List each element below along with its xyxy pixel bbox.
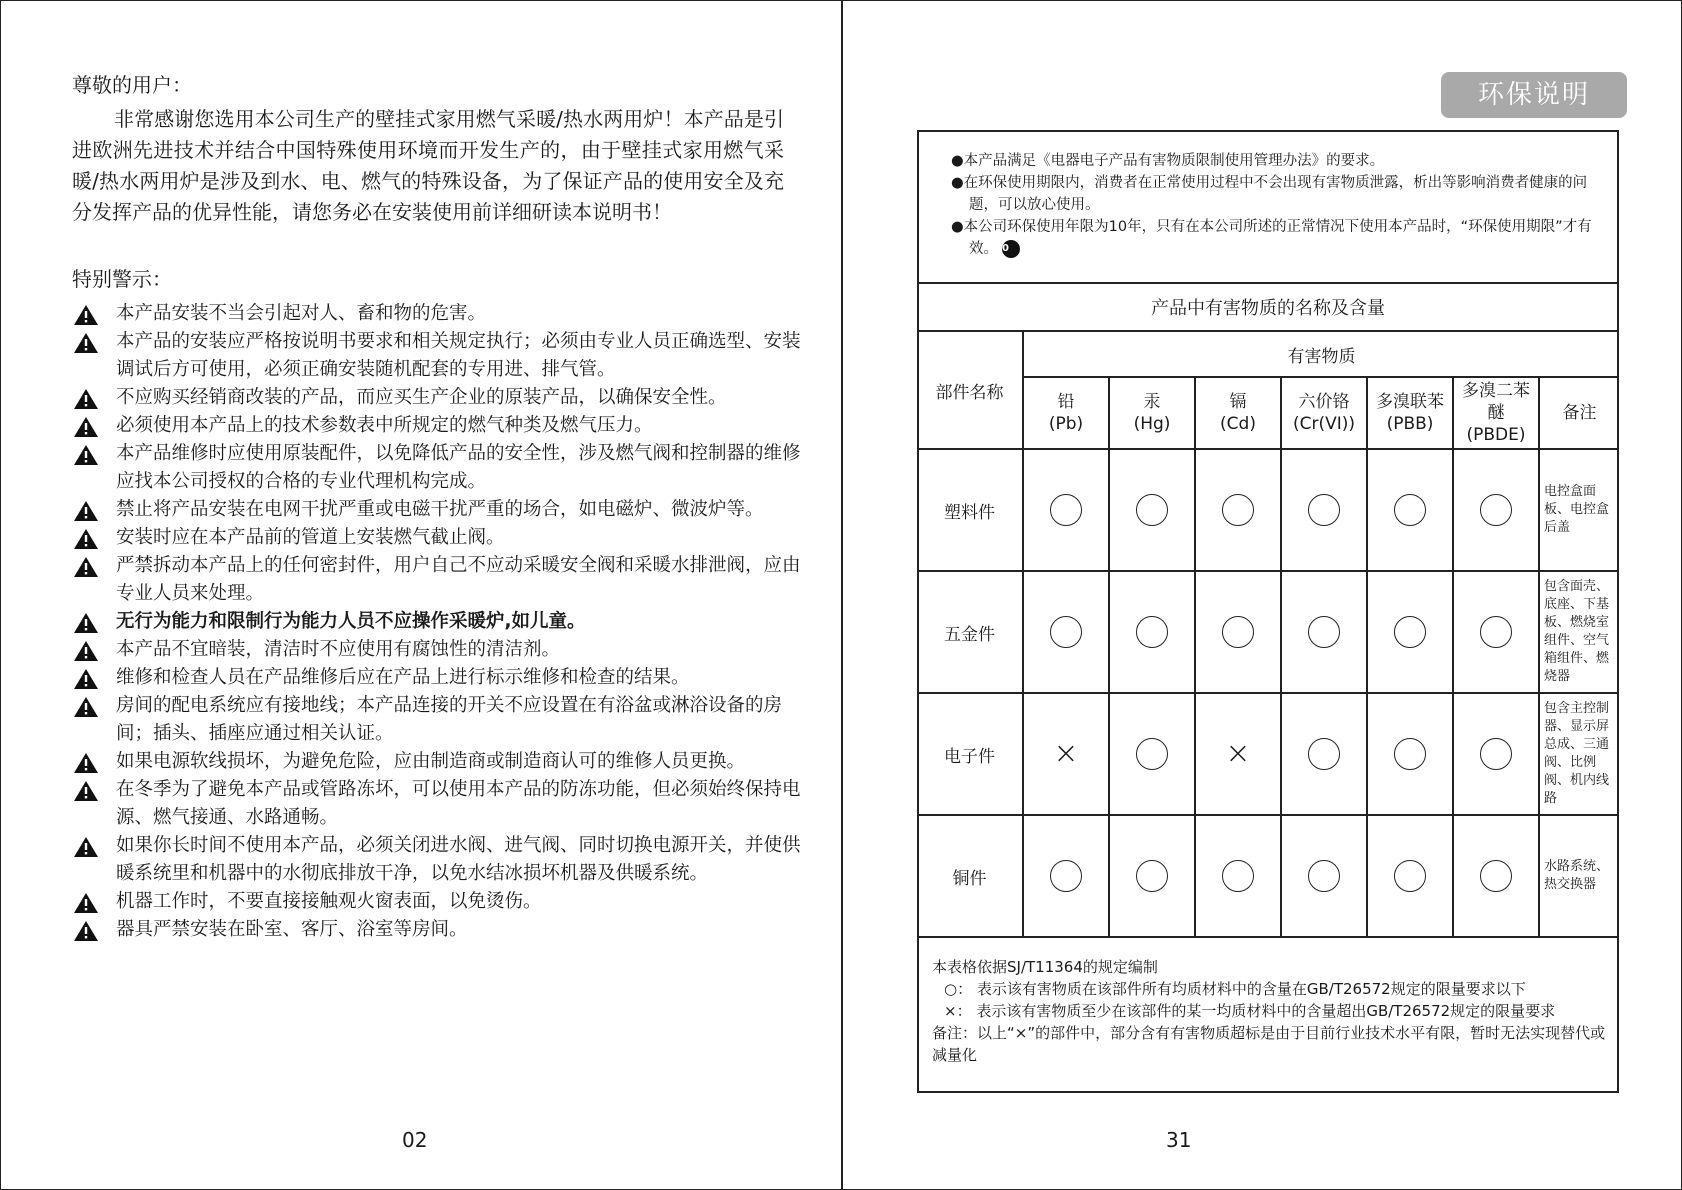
warning-text: 如果你长时间不使用本产品，必须关闭进水阀、进气阀、同时切换电源开关，并使供暖系统里和机器中的水彻底排放干净，以免水结冰损坏机器及供暖系统。 <box>116 835 801 884</box>
warning-item <box>72 496 816 524</box>
table-row <box>917 571 1619 693</box>
circle-mark-icon <box>1480 738 1512 770</box>
hazard-table <box>917 282 1619 938</box>
circle-mark-icon <box>1308 494 1340 526</box>
table-row <box>917 693 1619 815</box>
circle-mark-icon <box>1050 616 1082 648</box>
circle-mark-icon <box>1308 860 1340 892</box>
substance-name: 汞 <box>1143 392 1161 412</box>
circle-mark-icon <box>1394 616 1426 648</box>
mark-cell <box>1367 449 1453 571</box>
substance-name: 多溴二苯醚 <box>1462 381 1530 423</box>
left-page <box>72 70 801 944</box>
cross-mark-icon: × <box>1053 736 1079 771</box>
warning-item <box>72 832 816 888</box>
mark-cell <box>1367 815 1453 937</box>
mark-cell <box>1023 449 1109 571</box>
mark-cell <box>1109 571 1195 693</box>
warning-text: 本产品的安装应严格按说明书要求和相关规定执行；必须由专业人员正确选型、安装调试后方可使用，必须正确安装随机配套的专用进、排气管。 <box>116 331 801 380</box>
compliance-notes <box>951 150 1601 260</box>
substance-header <box>1453 377 1539 449</box>
circle-mark-icon <box>1136 738 1168 770</box>
footnote-cross: ×： 表示该有害物质至少在该部件的某一均质材料中的含量超出GB/T26572规定的限量要求 <box>944 1002 1556 1020</box>
circle-mark-icon <box>1050 860 1082 892</box>
eco-period-seal-icon: 10 <box>1002 240 1020 258</box>
mark-cell <box>1195 449 1281 571</box>
remark-cell: 水路系统、热交换器 <box>1539 815 1619 937</box>
warning-item <box>72 692 816 748</box>
warning-text: 不应购买经销商改装的产品，而应买生产企业的原装产品，以确保安全性。 <box>116 387 727 408</box>
warning-triangle-icon <box>74 837 98 857</box>
note-3: ●本公司环保使用年限为10年，只有在本公司所述的正常情况下使用本产品时，“环保使用期限”才有效。10 <box>951 219 1592 257</box>
warning-triangle-icon <box>74 389 98 409</box>
warning-text: 本产品维修时应使用原装配件，以免降低产品的安全性，涉及燃气阀和控制器的维修应找本公司授权的合格的专业代理机构完成。 <box>116 443 801 492</box>
warning-item <box>72 412 816 440</box>
mark-cell <box>1023 571 1109 693</box>
cross-mark-icon: × <box>1225 736 1251 771</box>
warnings-heading: 特别警示： <box>72 267 172 291</box>
circle-mark-icon <box>1308 616 1340 648</box>
warning-triangle-icon <box>74 305 98 325</box>
left-page-number: 02 <box>402 1128 428 1152</box>
warning-triangle-icon <box>74 445 98 465</box>
substance-symbol: (Pb) <box>1048 414 1084 434</box>
warning-triangle-icon <box>74 669 98 689</box>
part-name-cell: 电子件 <box>917 693 1023 815</box>
substance-symbol: (Hg) <box>1133 414 1171 434</box>
remark-cell: 包含面壳、底座、下基板、燃烧室组件、空气箱组件、燃烧器 <box>1539 571 1619 693</box>
warning-text: 必须使用本产品上的技术参数表中所规定的燃气种类及燃气压力。 <box>116 415 653 436</box>
mark-cell <box>1281 693 1367 815</box>
circle-mark-icon <box>1480 616 1512 648</box>
warning-triangle-icon <box>74 921 98 941</box>
substance-name: 多溴联苯 <box>1376 392 1444 412</box>
mark-cell <box>1453 449 1539 571</box>
warning-text: 禁止将产品安装在电网干扰严重或电磁干扰严重的场合，如电磁炉、微波炉等。 <box>116 499 764 520</box>
circle-mark-icon <box>1480 860 1512 892</box>
mark-cell <box>1453 693 1539 815</box>
part-header: 部件名称 <box>917 331 1023 449</box>
footnote-basis: 本表格依据SJ/T11364的规定编制 <box>932 958 1158 976</box>
mark-cell <box>1281 449 1367 571</box>
warning-text: 安装时应在本产品前的管道上安装燃气截止阀。 <box>116 527 505 548</box>
mark-cell <box>1109 815 1195 937</box>
warning-item <box>72 636 816 664</box>
warning-text: 如果电源软线损坏，为避免危险，应由制造商或制造商认可的维修人员更换。 <box>116 751 746 772</box>
circle-mark-icon <box>1222 494 1254 526</box>
right-page-number: 31 <box>1166 1128 1192 1152</box>
circle-mark-icon <box>1394 494 1426 526</box>
warning-item <box>72 384 816 412</box>
note-1: ●本产品满足《电器电子产品有害物质限制使用管理办法》的要求。 <box>951 153 1385 169</box>
warning-item <box>72 552 816 608</box>
intro-paragraph: 非常感谢您选用本公司生产的壁挂式家用燃气采暖/热水两用炉！本产品是引进欧洲先进技术并结合中国特殊使用环境而开发生产的，由于壁挂式家用燃气采暖/热水两用炉是涉及到水、电、燃气的特殊设备，为了保证产品的使用安全及充分发挥产品的优异性能，请您务必在安装使用前详细研读本说明书！ <box>72 107 784 224</box>
warning-triangle-icon <box>74 417 98 437</box>
substance-header <box>1023 377 1109 449</box>
warning-text: 严禁拆动本产品上的任何密封件，用户自己不应动采暖安全阀和采暖水排泄阀，应由专业人员来处理。 <box>116 555 801 604</box>
warning-item <box>72 328 816 384</box>
warning-text: 维修和检查人员在产品维修后应在产品上进行标示维修和检查的结果。 <box>116 667 690 688</box>
warning-triangle-icon <box>74 697 98 717</box>
warning-text: 无行为能力和限制行为能力人员不应操作采暖炉,如儿童。 <box>116 611 586 632</box>
circle-mark-icon <box>1222 860 1254 892</box>
warning-item <box>72 300 816 328</box>
warning-item <box>72 776 816 832</box>
greeting: 尊敬的用户： <box>72 73 192 97</box>
circle-mark-icon <box>1136 860 1168 892</box>
circle-mark-icon <box>1480 494 1512 526</box>
warning-triangle-icon <box>74 557 98 577</box>
footnote-circle: ○： 表示该有害物质在该部件所有均质材料中的含量在GB/T26572规定的限量要求以下 <box>944 980 1526 998</box>
substance-symbol: (PBDE) <box>1466 425 1526 445</box>
mark-cell <box>1453 571 1539 693</box>
mark-cell <box>1367 693 1453 815</box>
mark-cell <box>1281 571 1367 693</box>
substance-symbol: (PBB) <box>1386 414 1434 434</box>
warning-triangle-icon <box>74 613 98 633</box>
part-name-cell: 铜件 <box>917 815 1023 937</box>
substance-header <box>1281 377 1367 449</box>
table-footnotes <box>932 956 1612 1066</box>
substance-header <box>1195 377 1281 449</box>
substance-symbol: (Cr(VI)) <box>1292 414 1356 434</box>
footnote-remark: 备注：以上“×”的部件中，部分含有有害物质超标是由于目前行业技术水平有限，暂时无法实现替代或减量化 <box>932 1024 1606 1064</box>
warning-text: 机器工作时，不要直接接触观火窗表面，以免烫伤。 <box>116 891 542 912</box>
table-row <box>917 815 1619 937</box>
note-2: ●在环保使用期限内，消费者在正常使用过程中不会出现有害物质泄露，析出等影响消费者健康的问题，可以放心使用。 <box>951 175 1588 213</box>
warning-text: 在冬季为了避免本产品或管路冻坏，可以使用本产品的防冻功能，但必须始终保持电源、燃气接通、水路通畅。 <box>116 779 801 828</box>
part-name-cell: 塑料件 <box>917 449 1023 571</box>
warning-item <box>72 916 816 944</box>
mark-cell <box>1023 815 1109 937</box>
warning-triangle-icon <box>74 781 98 801</box>
substance-header <box>1367 377 1453 449</box>
substance-symbol: (Cd) <box>1220 414 1256 434</box>
warning-text: 本产品不宜暗装，清洁时不应使用有腐蚀性的清洁剂。 <box>116 639 561 660</box>
remark-header: 备注 <box>1539 377 1619 449</box>
remark-cell: 电控盒面板、电控盒后盖 <box>1539 449 1619 571</box>
circle-mark-icon <box>1050 494 1082 526</box>
mark-cell <box>1281 815 1367 937</box>
table-row <box>917 449 1619 571</box>
circle-mark-icon <box>1222 616 1254 648</box>
circle-mark-icon <box>1136 616 1168 648</box>
warnings-list <box>72 300 801 944</box>
mark-cell <box>1453 815 1539 937</box>
warning-triangle-icon <box>74 893 98 913</box>
warning-triangle-icon <box>74 641 98 661</box>
substance-name: 六价铬 <box>1298 392 1350 412</box>
remark-cell: 包含主控制器、显示屏总成、三通阀、比例阀、机内线路 <box>1539 693 1619 815</box>
warning-item <box>72 888 816 916</box>
page-spine <box>841 0 843 1190</box>
table-title: 产品中有害物质的名称及含量 <box>917 283 1619 331</box>
warning-item <box>72 608 816 636</box>
mark-cell <box>1109 693 1195 815</box>
warning-text: 本产品安装不当会引起对人、畜和物的危害。 <box>116 303 487 324</box>
warning-item <box>72 440 816 496</box>
warning-text: 器具严禁安装在卧室、客厅、浴室等房间。 <box>116 919 468 940</box>
warning-triangle-icon <box>74 529 98 549</box>
mark-cell <box>1195 571 1281 693</box>
warning-triangle-icon <box>74 753 98 773</box>
substance-header <box>1109 377 1195 449</box>
warning-triangle-icon <box>74 501 98 521</box>
section-tag: 环保说明 <box>1441 72 1627 118</box>
warning-text: 房间的配电系统应有接地线；本产品连接的开关不应设置在有浴盆或淋浴设备的房间；插头、插座应通过相关认证。 <box>116 695 783 744</box>
circle-mark-icon <box>1394 738 1426 770</box>
part-name-cell: 五金件 <box>917 571 1023 693</box>
substance-name: 镉 <box>1229 392 1247 412</box>
warning-item <box>72 664 816 692</box>
circle-mark-icon <box>1394 860 1426 892</box>
warning-triangle-icon <box>74 333 98 353</box>
mark-cell <box>1195 693 1281 815</box>
warning-item <box>72 748 816 776</box>
mark-cell <box>1023 693 1109 815</box>
circle-mark-icon <box>1308 738 1340 770</box>
mark-cell <box>1109 449 1195 571</box>
mark-cell <box>1195 815 1281 937</box>
substance-name: 铅 <box>1057 392 1075 412</box>
mark-cell <box>1367 571 1453 693</box>
warning-item <box>72 524 816 552</box>
hazard-header: 有害物质 <box>1023 331 1619 377</box>
circle-mark-icon <box>1136 494 1168 526</box>
